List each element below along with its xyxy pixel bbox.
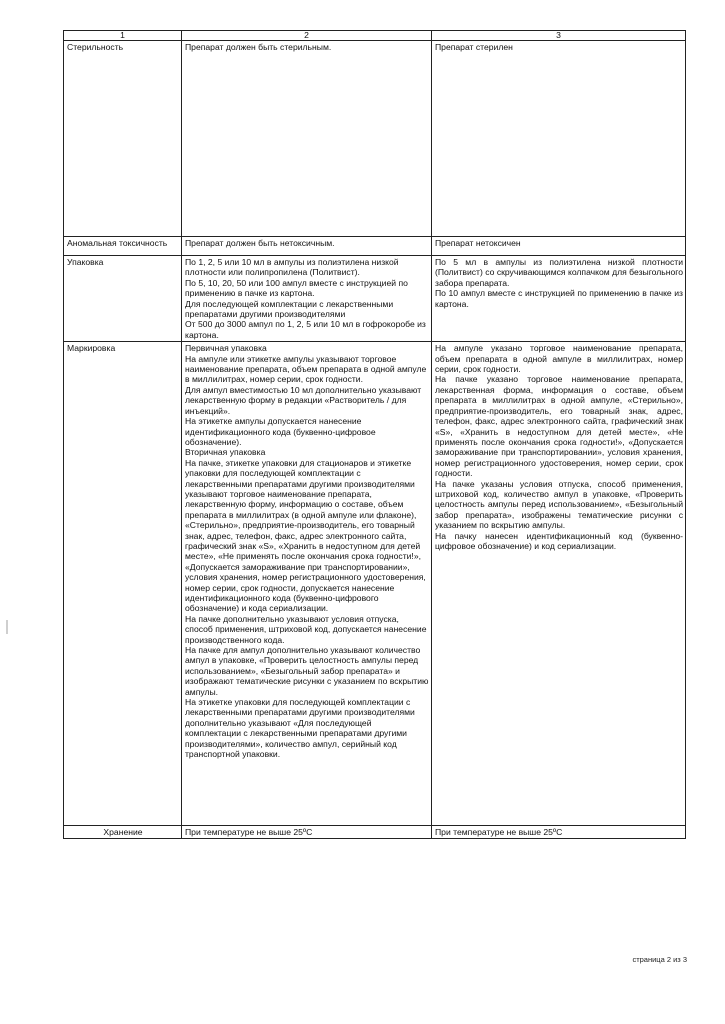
paragraph: Первичная упаковка <box>185 343 267 354</box>
paragraph: На пачке указаны условия отпуска, способ применения, штриховой код, количество ампул в упаковке, «Проверить целостность ампулы перед использованием», «Безыгольный забор препарата», изображены тематические рисунки с указанием по вскрытию ампулы. <box>435 478 683 531</box>
paragraph: На этикетке упаковки для последующей комплектации с лекарственными препаратами другими производителями дополнительно указывают «Для последующей комплектации с лекарственными препаратами другими производителями», количество ампул, серийный код транспортной упаковки. <box>185 697 415 760</box>
column-header-1: 1 <box>64 31 182 41</box>
sterility-actual: Препарат стерилен <box>432 41 686 237</box>
marking-actual <box>432 342 686 826</box>
table-row-storage <box>64 826 686 839</box>
paragraph: По 1, 2, 5 или 10 мл в ампулы из полиэтилена низкой плотности или полипропилена (Политвист). <box>185 257 399 278</box>
marking-requirement <box>182 342 432 826</box>
paragraph: По 10 ампул вместе с инструкцией по применению в пачке из картона. <box>435 288 683 309</box>
paragraph: На пачке, этикетке упаковки для стационаров и этикетке упаковки для последующей комплектации с лекарственными препаратами другими производителями указывают торговое наименование препарата, лекарственную форму, информацию о составе, объем препарата в миллилитрах (в одной ампуле или флаконе), «Стерильно», предприятие-производитель, его товарный знак, адрес, телефон, факс, адрес электронного сайта, графический знак «S», «Хранить в недоступном для детей месте», «Не применять после окончания срока годности!», «Допускается замораживание при транспортировании», условия хранения, номер регистрационного удостоверения, номер серии, срок годности, допускается нанесение идентификационного кода (буквенно-цифрового обозначение) и кода сериализации. <box>185 457 426 614</box>
row-label-packaging: Упаковка <box>64 256 182 342</box>
paragraph: Для последующей комплектации с лекарственными препаратами другими производителями <box>185 298 394 320</box>
table-row-sterility <box>64 41 686 237</box>
column-header-3: 3 <box>432 31 686 41</box>
packaging-requirement <box>182 256 432 342</box>
packaging-actual <box>432 256 686 342</box>
row-label-storage: Хранение <box>64 826 182 839</box>
paragraph: Вторичная упаковка <box>185 447 266 458</box>
header-row <box>64 31 686 41</box>
row-label-sterility: Стерильность <box>64 41 182 237</box>
paragraph: На пачке для ампул дополнительно указывают количество ампул в упаковке, «Проверить целостность ампулы перед использованием», «Безыгольный забор препарата» и изображают тематические рисунки с указанием по вскрытию ампулы. <box>185 645 429 697</box>
scan-mark <box>6 620 8 634</box>
table-row-marking <box>64 342 686 826</box>
row-label-toxicity: Аномальная токсичность <box>64 237 182 256</box>
paragraph: На пачку нанесен идентификационный код (буквенно-цифровое обозначение) и код сериализации. <box>435 530 683 551</box>
paragraph: По 5 мл в ампулы из полиэтилена низкой плотности (Политвист) со скручивающимся колпачком для безыгольного забора препарата. <box>435 257 683 288</box>
table-row-toxicity <box>64 237 686 256</box>
column-header-2: 2 <box>182 31 432 41</box>
page-number: страница 2 из 3 <box>632 955 687 964</box>
storage-requirement: При температуре не выше 25ºС <box>182 826 432 839</box>
paragraph: Для ампул вместимостью 10 мл дополнительно указывают лекарственную форму в редакции «Растворитель / для инъекций». <box>185 384 422 416</box>
paragraph: На ампуле указано торговое наименование препарата, объем препарата в одной ампуле в миллилитрах, номер серии, срок годности. <box>435 343 683 375</box>
toxicity-actual: Препарат нетоксичен <box>432 237 686 256</box>
paragraph: От 500 до 3000 ампул по 1, 2, 5 или 10 мл в гофрокоробе из картона. <box>185 319 426 340</box>
toxicity-requirement: Препарат должен быть нетоксичным. <box>182 237 432 256</box>
paragraph: На ампуле или этикетке ампулы указывают торговое наименование препарата, объем препарата в одной ампуле в миллилитрах, номер серии, срок годности. <box>185 353 427 385</box>
paragraph: На пачке дополнительно указывают условия отпуска, способ применения, штриховой код, допускается нанесение производственного кода. <box>185 613 427 645</box>
specification-table <box>63 30 686 839</box>
sterility-requirement: Препарат должен быть стерильным. <box>182 41 432 237</box>
paragraph: По 5, 10, 20, 50 или 100 ампул вместе с инструкцией по применению в пачке из картона. <box>185 277 408 299</box>
table-row-packaging <box>64 256 686 342</box>
paragraph: На этикетке ампулы допускается нанесение идентификационного кода (буквенно-цифровое обозначение). <box>185 416 376 447</box>
paragraph: На пачке указано торговое наименование препарата, лекарственная форма, информация о составе, объем препарата в миллилитрах в одной ампуле, «Стерильно», предприятие-производитель, его товарный знак, адрес, телефон, факс, адрес электронного сайта, графический знак «S», «Хранить в недоступном для детей месте», «Не применять после окончания срока годности!», «Допускается замораживание при транспортировании», условия хранения, номер регистрационного удостоверения, номер серии, срок годности. <box>435 374 683 479</box>
row-label-marking: Маркировка <box>64 342 182 826</box>
storage-actual: При температуре не выше 25ºС <box>432 826 686 839</box>
